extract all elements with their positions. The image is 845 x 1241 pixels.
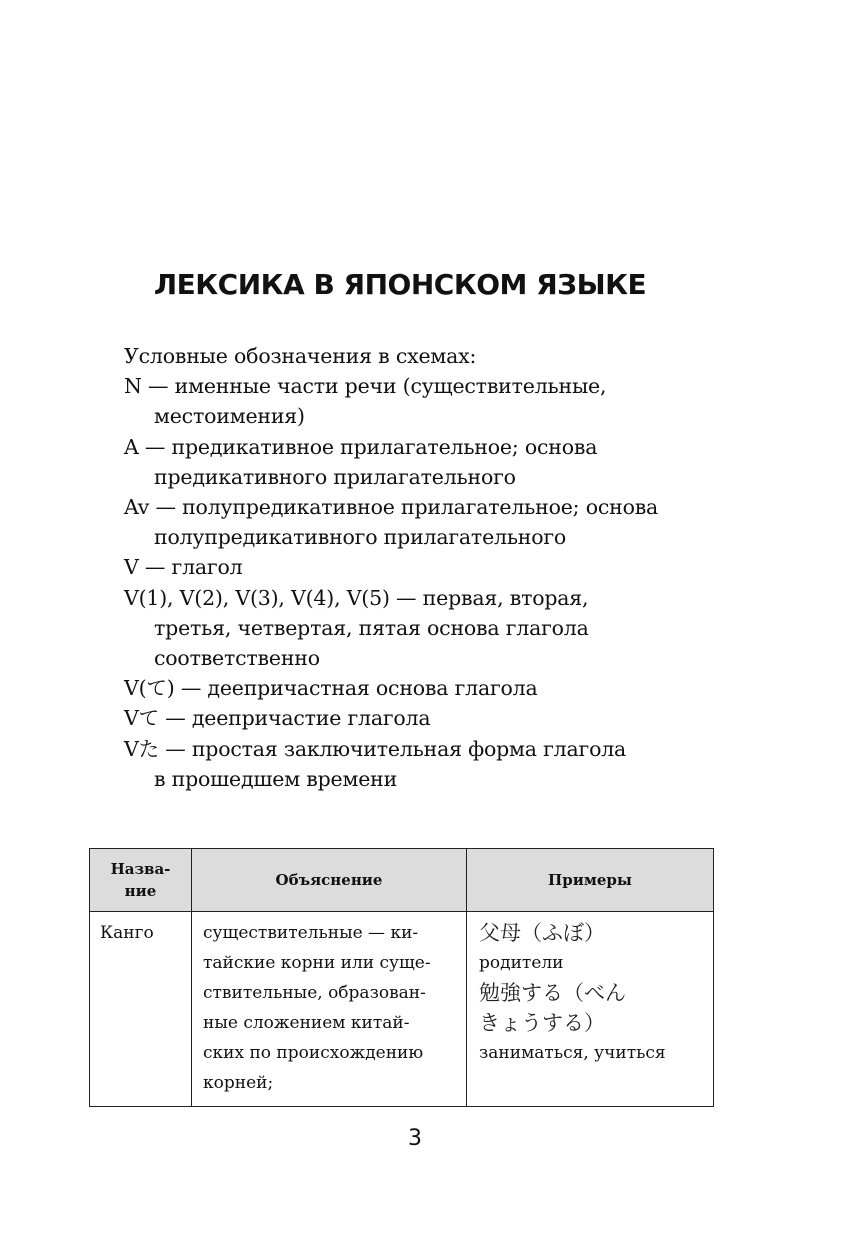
- example-japanese: 勉強する（べん: [479, 981, 626, 1005]
- legend-lines: [124, 371, 744, 794]
- explanation-line: корней;: [203, 1073, 274, 1093]
- example-japanese: きょうする）: [479, 1011, 605, 1035]
- example-japanese: 父母（ふぼ）: [479, 921, 605, 945]
- explanation-line: существительные — ки-: [203, 923, 419, 943]
- cell-examples: [467, 912, 714, 1107]
- legend-line: V(1), V(2), V(3), V(4), V(5) — первая, вторая,: [124, 585, 589, 610]
- legend-line: в прошедшем времени: [154, 766, 398, 791]
- header-explanation: Объяснение: [192, 849, 467, 912]
- legend-line: третья, четвертая, пятая основа глагола: [154, 615, 589, 640]
- legend-line: соответственно: [154, 646, 320, 671]
- explanation-line: тайские корни или суще-: [203, 953, 431, 973]
- explanation-line: ствительные, образован-: [203, 983, 426, 1003]
- explanation-line: ских по происхождению: [203, 1043, 424, 1063]
- table-header-row: [90, 849, 714, 912]
- page-title: ЛЕКСИКА В ЯПОНСКОМ ЯЗЫКЕ: [153, 268, 647, 301]
- legend: [124, 341, 744, 794]
- example-translation: заниматься, учиться: [479, 1043, 666, 1063]
- example-translation: родители: [479, 953, 564, 973]
- table-row: [90, 912, 714, 1107]
- legend-line: Vて — деепричастие глагола: [124, 706, 431, 731]
- legend-line: N — именные части речи (существительные,: [124, 374, 607, 399]
- header-name-line2: ние: [124, 882, 157, 900]
- lexicon-table: [89, 848, 714, 1107]
- legend-line: Av — полупредикативное прилагательное; основа: [124, 495, 659, 520]
- legend-line: V — глагол: [124, 555, 243, 580]
- page-number: 3: [408, 1126, 422, 1151]
- legend-line: A — предикативное прилагательное; основа: [124, 434, 598, 459]
- legend-line: V(て) — деепричастная основа глагола: [124, 676, 538, 701]
- header-name-line1: Назва-: [110, 860, 171, 878]
- legend-heading: Условные обозначения в схемах:: [124, 344, 477, 368]
- header-examples: Примеры: [467, 849, 714, 912]
- explanation-line: ные сложением китай-: [203, 1013, 410, 1033]
- legend-line: местоимения): [154, 404, 305, 429]
- cell-explanation: [192, 912, 467, 1107]
- legend-line: предикативного прилагательного: [154, 464, 516, 489]
- legend-line: полупредикативного прилагательного: [154, 525, 567, 550]
- cell-name: Канго: [90, 912, 192, 1107]
- legend-line: Vた — простая заключительная форма глагола: [124, 736, 627, 761]
- header-name: [90, 849, 192, 912]
